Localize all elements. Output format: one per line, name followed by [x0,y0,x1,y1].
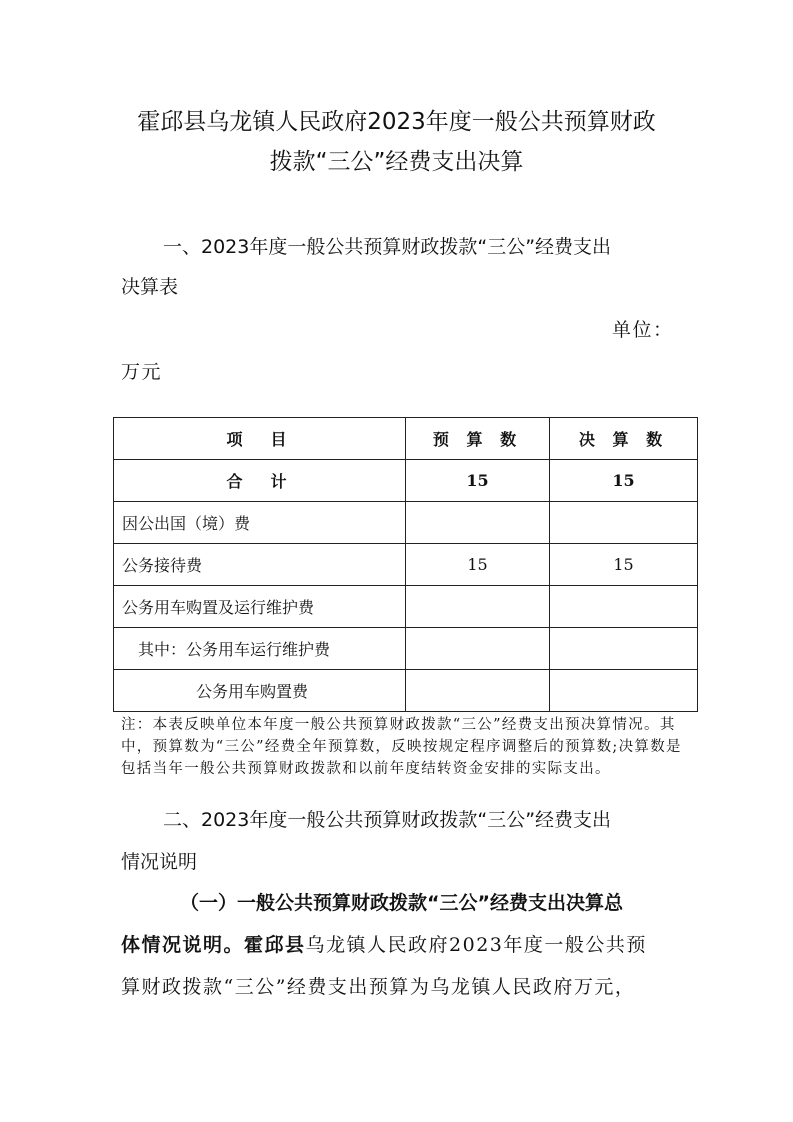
row-final [550,628,698,670]
row-final [550,670,698,712]
paragraph-line: 算财政拨款“三公”经费支出预算为乌龙镇人民政府万元， [121,976,636,998]
subsection1-heading: （一）一般公共预算财政拨款“三公”经费支出决算总 [180,892,623,914]
row-budget [406,586,550,628]
row-item: 公务接待费 [114,544,406,586]
row-final: 15 [550,460,698,502]
unit-label: 单位： [612,319,674,341]
section2-heading-cont: 情况说明 [121,851,198,873]
row-final [550,502,698,544]
row-item: 其中：公务用车运行维护费 [114,628,406,670]
row-item: 因公出国（境）费 [114,502,406,544]
header-item: 项 目 [114,418,406,460]
table-row [114,670,698,712]
row-item: 公务用车购置及运行维护费 [114,586,406,628]
doc-title-line1: 霍邱县乌龙镇人民政府2023年度一般公共预算财政 [137,109,656,135]
paragraph-text: 乌龙镇人民政府2023年度一般公共预 [305,934,647,956]
section1-heading-cont: 决算表 [121,276,179,298]
row-item: 公务用车购置费 [114,670,406,712]
table-row-total [114,460,698,502]
subsection1-heading-cont: 体情况说明。霍邱县 [121,934,306,956]
table-row [114,586,698,628]
row-budget [406,628,550,670]
table-row [114,544,698,586]
row-budget: 15 [406,544,550,586]
table-note: 注：本表反映单位本年度一般公共预算财政拨款“三公”经费支出预决算情况。其中，预算数为“三公”经费全年预算数，反映按规定程序调整后的预算数;决算数是包括当年一般公共预算财政拨款和以前年度结转资金安排的实际支出。 [121,717,682,777]
table-header-row [114,418,698,460]
header-budget: 预 算 数 [406,418,550,460]
row-budget: 15 [406,460,550,502]
header-final: 决 算 数 [550,418,698,460]
section1-heading: 一、2023年度一般公共预算财政拨款“三公”经费支出 [163,236,612,258]
section2-heading: 二、2023年度一般公共预算财政拨款“三公”经费支出 [163,809,612,831]
table-row [114,628,698,670]
doc-title-line2: 拨款“三公”经费支出决算 [269,149,524,175]
three-public-expense-table [113,417,698,712]
row-budget [406,502,550,544]
paragraph-line [121,930,647,957]
row-item: 合 计 [114,460,406,502]
row-final: 15 [550,544,698,586]
row-final [550,586,698,628]
table-row [114,502,698,544]
row-budget [406,670,550,712]
unit-value: 万元 [121,361,163,383]
